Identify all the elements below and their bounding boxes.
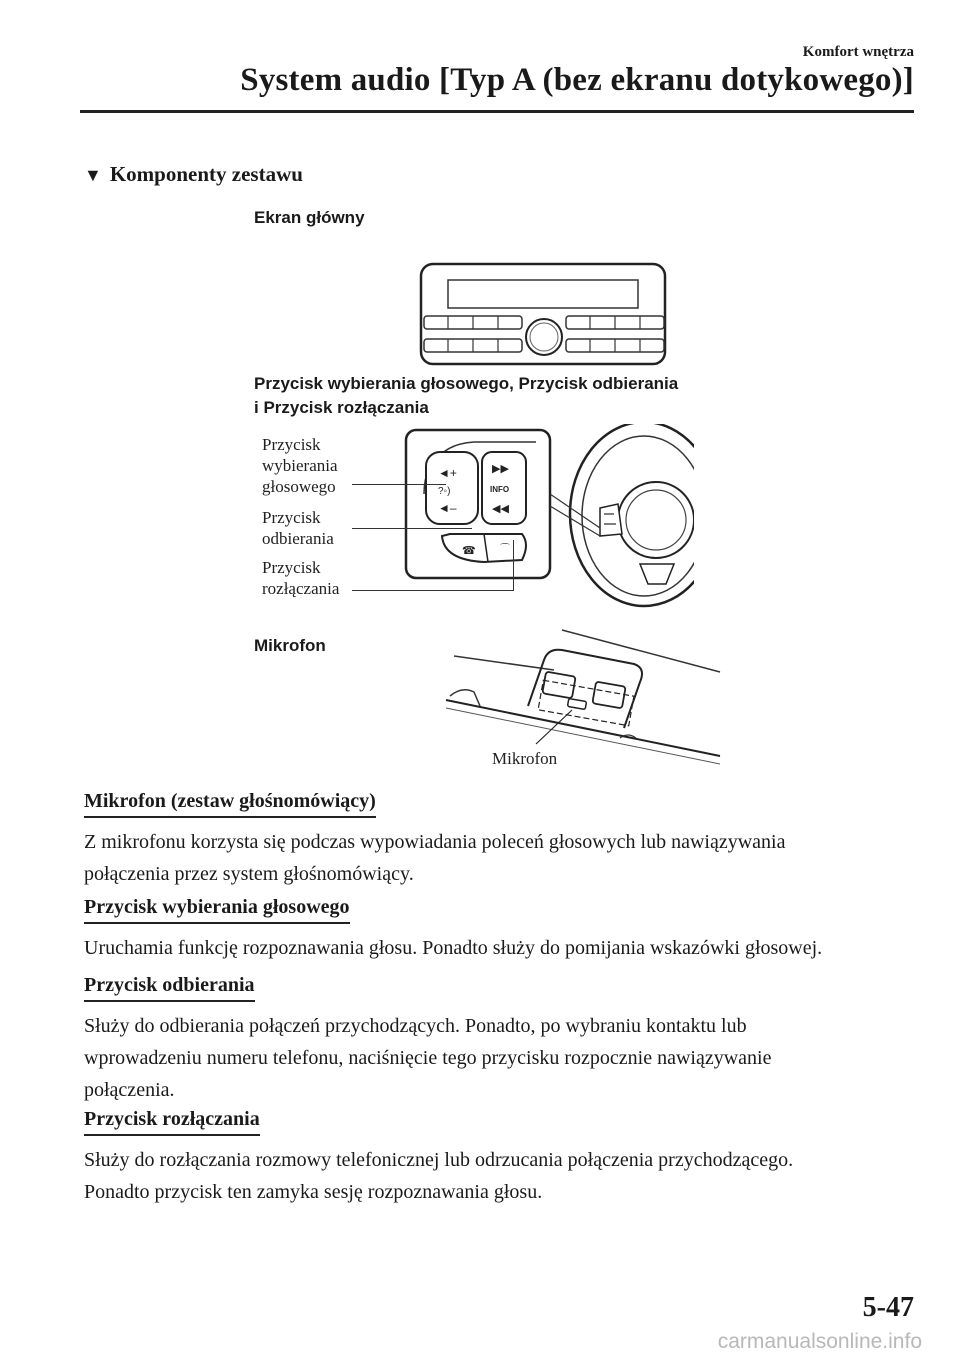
- svg-text:?◦): ?◦): [438, 486, 451, 497]
- term-hangup-button: Przycisk rozłączania: [84, 1108, 260, 1136]
- voice-callout-line1: Przycisk: [262, 435, 321, 454]
- hangup-callout-line2: rozłączania: [262, 579, 340, 598]
- hangup-button-callout: [262, 557, 339, 599]
- sub-heading: [84, 162, 303, 187]
- section-label: Komfort wnętrza: [802, 44, 914, 60]
- voice-callout-line2: wybierania: [262, 456, 338, 475]
- watermark: carmanualsonline.info: [717, 1330, 922, 1353]
- desc-hangup-button: [84, 1144, 914, 1208]
- desc-microphone-line2: połączenia przez system głośnomówiący.: [84, 863, 414, 885]
- desc-voice-button: [84, 932, 914, 964]
- svg-text:◄+: ◄+: [438, 466, 457, 480]
- title-divider: [80, 110, 914, 113]
- desc-hangup-button-line1: Służy do rozłączania rozmowy telefonicznej lub odrzucania połączenia przychodzącego.: [84, 1149, 794, 1171]
- pickup-button-leader: [352, 528, 472, 529]
- voice-callout-line3: głosowego: [262, 477, 336, 496]
- svg-text:▶▶: ▶▶: [492, 463, 509, 475]
- sub-heading-text: Komponenty zestawu: [109, 162, 303, 186]
- mic-caption: Mikrofon: [254, 636, 326, 655]
- desc-voice-button-line1: Uruchamia funkcję rozpoznawania głosu. Ponadto służy do pomijania wskazówki głosowej.: [84, 937, 823, 959]
- mic-callout: Mikrofon: [492, 749, 558, 768]
- desc-hangup-button-line2: Ponadto przycisk ten zamyka sesję rozpoznawania głosu.: [84, 1181, 543, 1203]
- desc-pickup-button-line1: Służy do odbierania połączeń przychodzących. Ponadto, po wybraniu kontaktu lub: [84, 1015, 747, 1037]
- pickup-callout-line1: Przycisk: [262, 508, 321, 527]
- microphone-illustration: [444, 626, 724, 766]
- term-pickup-button: Przycisk odbierania: [84, 974, 255, 1002]
- page-number: 5-47: [862, 1292, 914, 1323]
- buttons-caption-line1: Przycisk wybierania głosowego, Przycisk odbierania: [254, 374, 679, 393]
- voice-button-leader: [352, 484, 446, 485]
- desc-pickup-button-line3: połączenia.: [84, 1079, 175, 1101]
- info-button-label: INFO: [490, 485, 510, 494]
- pickup-callout-line2: odbierania: [262, 529, 334, 548]
- desc-pickup-button-line2: wprowadzeniu numeru telefonu, naciśnięcie tego przycisku rozpocznie nawiązywanie: [84, 1047, 772, 1069]
- hangup-button-leader-vertical: [513, 540, 514, 590]
- pickup-button-callout: [262, 507, 334, 549]
- hangup-button-leader: [352, 590, 514, 591]
- svg-text:◀◀: ◀◀: [492, 503, 509, 515]
- audio-unit-illustration: [418, 260, 670, 370]
- voice-button-callout: [262, 434, 338, 497]
- svg-text:☎: ☎: [462, 544, 476, 557]
- hangup-callout-line1: Przycisk: [262, 558, 321, 577]
- desc-microphone: [84, 826, 914, 890]
- svg-text:⌒: ⌒: [500, 544, 510, 555]
- triangle-down-icon: ▼: [84, 165, 102, 185]
- buttons-caption-line2: i Przycisk rozłączania: [254, 398, 429, 417]
- term-microphone: Mikrofon (zestaw głośnomówiący): [84, 790, 376, 818]
- page-title: System audio [Typ A (bez ekranu dotykowego)]: [240, 62, 914, 98]
- desc-pickup-button: [84, 1010, 914, 1106]
- svg-text:◄–: ◄–: [438, 501, 457, 515]
- desc-microphone-line1: Z mikrofonu korzysta się podczas wypowiadania poleceń głosowych lub nawiązywania: [84, 831, 786, 853]
- main-unit-caption: Ekran główny: [254, 208, 365, 227]
- term-voice-button: Przycisk wybierania głosowego: [84, 896, 350, 924]
- steering-switch-illustration: [404, 424, 694, 610]
